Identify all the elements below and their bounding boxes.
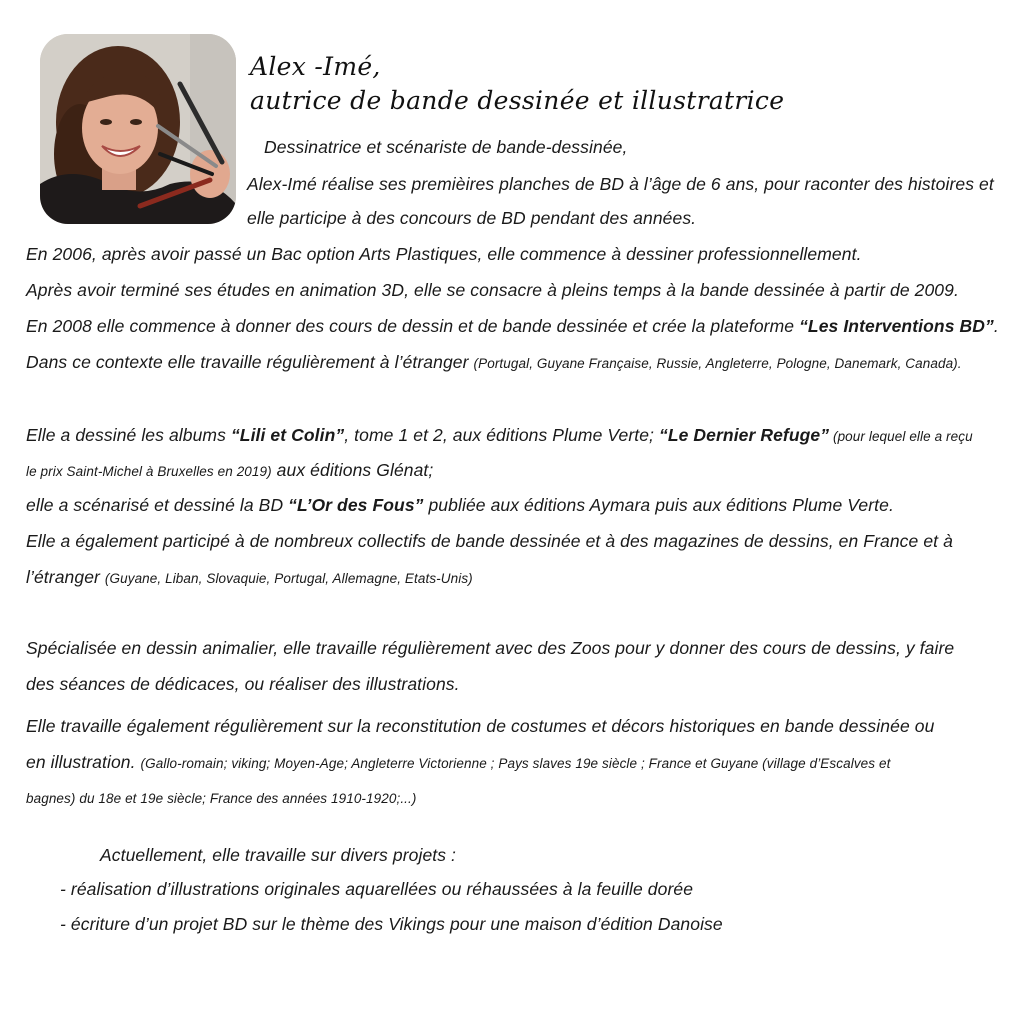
- historical-periods: (Gallo-romain; viking; Moyen-Age; Angleterre Victorienne ; Pays slaves 19e siècle ; France et Guyane (village d’Escalves et: [140, 756, 891, 771]
- bio-line-6-end: .: [993, 316, 999, 336]
- bio-line-2: Alex-Imé réalise ses premièires planches de BD à l’âge de 6 ans, pour raconter des histoires et: [247, 174, 994, 194]
- album-le-dernier-refuge: “Le Dernier Refuge”: [658, 425, 830, 445]
- works-line-1-e: (pour lequel elle a reçu: [829, 429, 973, 444]
- bio-line-1: Dessinatrice et scénariste de bande-dessinée,: [264, 137, 628, 157]
- header-title: [250, 50, 784, 118]
- speciality-line-4: [26, 752, 890, 773]
- collectives-countries: (Guyane, Liban, Slovaquie, Portugal, Allemagne, Etats-Unis): [104, 571, 473, 586]
- album-lor-des-fous: “L’Or des Fous”: [288, 495, 424, 515]
- bio-line-5: Après avoir terminé ses études en animation 3D, elle se consacre à pleins temps à la bande dessinée à partir de 2009.: [26, 280, 959, 300]
- bio-line-4: En 2006, après avoir passé un Bac option Arts Plastiques, elle commence à dessiner professionnellement.: [26, 244, 862, 264]
- bio-line-7: [26, 352, 962, 373]
- award-note: le prix Saint-Michel à Bruxelles en 2019): [26, 464, 272, 479]
- projects-intro: Actuellement, elle travaille sur divers projets :: [100, 845, 457, 865]
- bio-line-7-text: Dans ce contexte elle travaille régulièrement à l’étranger: [26, 352, 474, 372]
- works-line-1-a: Elle a dessiné les albums: [26, 425, 231, 445]
- album-lili-et-colin: “Lili et Colin”: [230, 425, 345, 445]
- works-line-5: [26, 567, 473, 588]
- works-line-3: [26, 495, 894, 516]
- works-line-2-b: aux éditions Glénat;: [271, 460, 434, 480]
- speciality-line-1: Spécialisée en dessin animalier, elle travaille régulièrement avec des Zoos pour y donner des cours de dessins, y faire: [26, 638, 955, 658]
- bio-line-6-text: En 2008 elle commence à donner des cours de dessin et de bande dessinée et crée la plateforme: [26, 316, 800, 336]
- works-line-1: [26, 425, 973, 446]
- speciality-line-3: Elle travaille également régulièrement sur la reconstitution de costumes et décors historiques en bande dessinée ou: [26, 716, 935, 736]
- works-line-3-a: elle a scénarisé et dessiné la BD: [26, 495, 289, 515]
- countries-list: (Portugal, Guyane Française, Russie, Angleterre, Pologne, Danemark, Canada).: [473, 356, 962, 371]
- works-line-3-c: publiée aux éditions Aymara puis aux éditions Plume Verte.: [423, 495, 894, 515]
- speciality-line-5: bagnes) du 18e et 19e siècle; France des années 1910-1920;...): [26, 791, 417, 806]
- project-item-1: - réalisation d’illustrations originales aquarellées ou réhaussées à la feuille dorée: [60, 879, 694, 899]
- bio-line-6: [26, 316, 999, 337]
- author-photo: [40, 34, 236, 224]
- works-line-5-a: l’étranger: [26, 567, 105, 587]
- speciality-line-4-a: en illustration.: [26, 752, 141, 772]
- author-name: Alex -Imé,: [250, 52, 381, 81]
- works-line-1-c: , tome 1 et 2, aux éditions Plume Verte;: [344, 425, 659, 445]
- project-item-2: - écriture d’un projet BD sur le thème des Vikings pour une maison d’édition Danoise: [60, 914, 723, 934]
- bio-line-3: elle participe à des concours de BD pendant des années.: [247, 208, 697, 228]
- speciality-line-2: des séances de dédicaces, ou réaliser des illustrations.: [26, 674, 460, 694]
- platform-name: “Les Interventions BD”: [799, 316, 994, 336]
- author-role: autrice de bande dessinée et illustratrice: [250, 86, 785, 115]
- works-line-2: [26, 460, 433, 481]
- works-line-4: Elle a également participé à de nombreux collectifs de bande dessinée et à des magazines de dessins, en France et à: [26, 531, 953, 551]
